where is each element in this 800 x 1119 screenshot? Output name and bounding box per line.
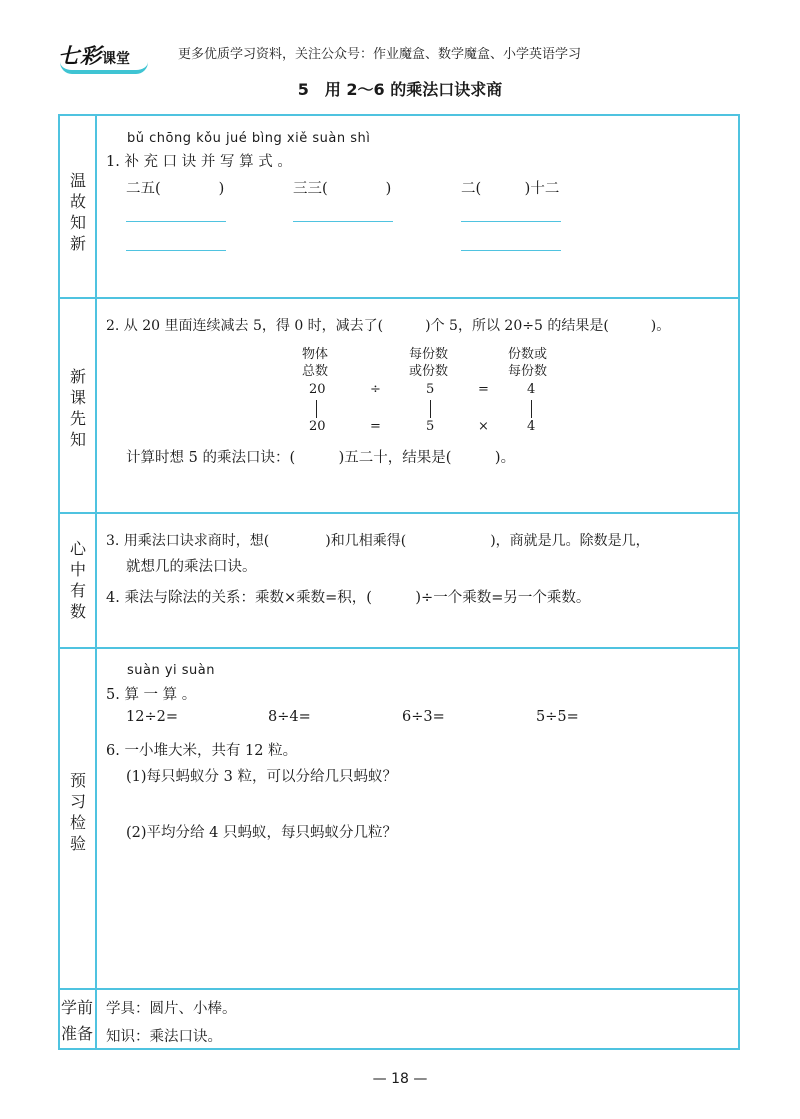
q1-blank-3: 二( )十二 — [461, 181, 560, 197]
q6-part-2: (2)平均分给 4 只蚂蚁，每只蚂蚁分几粒？ — [126, 825, 397, 841]
diagram-connector — [316, 400, 317, 418]
header-note: 更多优质学习资料，关注公众号：作业魔盒、数学魔盒、小学英语学习 — [178, 47, 582, 62]
q5-stem: 5. 算 一 算 。 — [106, 687, 197, 703]
q1-blank-1: 二五( ) — [126, 181, 225, 197]
q5-pinyin: suàn yi suàn — [127, 663, 216, 678]
lesson-title: 5 用 2～6 的乘法口诀求商 — [297, 80, 503, 99]
diagram-value: 20 — [309, 419, 326, 434]
logo: 七彩课堂 — [58, 44, 130, 68]
diagram-operator: = — [370, 419, 381, 434]
answer-line — [461, 221, 561, 222]
answer-line — [461, 250, 561, 251]
q1-pinyin: bǔ chōng kǒu jué bìng xiě suàn shì — [127, 131, 371, 146]
diagram-value: 20 — [309, 382, 326, 397]
section-label-review: 温故知新 — [70, 171, 87, 253]
answer-line — [293, 221, 393, 222]
label-column-divider — [95, 114, 97, 1050]
q3-line-2: 就想几的乘法口诀。 — [126, 559, 257, 575]
diagram-label: 每份数 — [508, 364, 548, 379]
prep-tools: 学具：圆片、小棒。 — [106, 1001, 237, 1017]
q6-part-1: (1)每只蚂蚁分 3 粒，可以分给几只蚂蚁？ — [126, 769, 397, 785]
q3-line-1: 3. 用乘法口诀求商时，想( )和几相乘得( )，商就是几。除数是几， — [106, 533, 650, 549]
q5-item: 5÷5= — [536, 709, 579, 725]
diagram-operator: = — [478, 382, 489, 397]
worksheet-frame — [58, 114, 740, 1050]
diagram-connector — [531, 400, 532, 418]
diagram-operator: ÷ — [370, 382, 381, 397]
q2-followup: 计算时想 5 的乘法口诀：( )五二十，结果是( )。 — [126, 450, 516, 466]
q5-item: 6÷3= — [402, 709, 445, 725]
prep-knowledge: 知识：乘法口诀。 — [106, 1029, 222, 1045]
section-label-summary: 心中有数 — [70, 539, 87, 621]
diagram-operator: × — [478, 419, 489, 434]
q5-item: 12÷2= — [126, 709, 178, 725]
section-divider — [58, 647, 740, 649]
section-label-prep: 学前准备 — [60, 998, 93, 1043]
diagram-connector — [430, 400, 431, 418]
page-number: — 18 — — [372, 1071, 428, 1087]
section-divider — [58, 988, 740, 990]
q5-item: 8÷4= — [268, 709, 311, 725]
section-label-preview: 预习检验 — [70, 771, 87, 853]
diagram-label: 每份数 — [409, 347, 449, 362]
diagram-label: 总数 — [302, 364, 329, 379]
diagram-value: 4 — [527, 419, 536, 434]
q1-blank-2: 三三( ) — [293, 181, 392, 197]
q1-stem: 1. 补 充 口 诀 并 写 算 式 。 — [106, 154, 292, 170]
answer-line — [126, 250, 226, 251]
answer-line — [126, 221, 226, 222]
section-divider — [58, 512, 740, 514]
diagram-value: 5 — [426, 419, 435, 434]
q6-stem: 6. 一小堆大米，共有 12 粒。 — [106, 743, 298, 759]
section-label-new-lesson: 新课先知 — [70, 367, 87, 449]
diagram-label: 份数或 — [508, 347, 548, 362]
diagram-value: 4 — [527, 382, 536, 397]
q2-stem: 2. 从 20 里面连续减去 5，得 0 时，减去了( )个 5，所以 20÷5 的结果是( )。 — [106, 318, 671, 334]
q4-text: 4. 乘法与除法的关系：乘数×乘数=积，( )÷一个乘数=另一个乘数。 — [106, 590, 591, 606]
logo-swoosh — [60, 62, 148, 74]
section-divider — [58, 297, 740, 299]
diagram-label: 物体 — [302, 347, 329, 362]
diagram-value: 5 — [426, 382, 435, 397]
diagram-label: 或份数 — [409, 364, 449, 379]
